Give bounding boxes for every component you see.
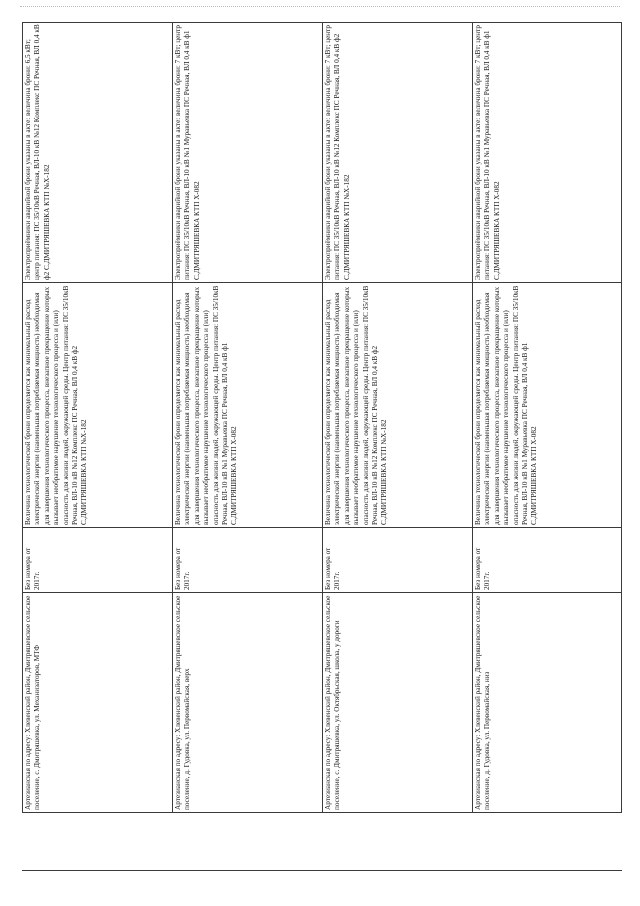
emergency-armor-text: Электроприёмники аварийной брони указаны в акте: величина брони: 7 кВт; центр питания: ПС 35/10кВ Речная, ВЛ-10 кВ №1 Муравьевка ПС Речная, ВЛ 0,4 кВ ф1 С.ДМИТРЯШЕВКА КТП Х-082	[174, 23, 201, 280]
address-cell	[174, 592, 322, 812]
act-number-text: Без номера от 2017г.	[174, 545, 192, 590]
address-cell	[474, 592, 622, 812]
act-number-text: Без номера от 2017г.	[24, 545, 42, 590]
act-number-text: Без номера от 2017г.	[474, 545, 492, 590]
emergency-armor-cell	[474, 22, 622, 282]
emergency-armor-text: Электроприёмники аварийной брони указаны в акте: величина брони: 6,5 кВт; центр питания: ПС 35/10кВ Речная, ВЛ-10 кВ №12 Комплекс ПС Речная, ВЛ 0,4 кВ ф2 С.ДМИТРЯШЕВКА КТП №Х-182	[24, 22, 51, 280]
act-number-cell	[474, 527, 622, 592]
address-cell	[24, 592, 172, 812]
emergency-armor-text: Электроприёмники аварийной брони указаны в акте: величина брони: 7 кВт; центр питания: ПС 35/10кВ Речная, ВЛ-10 кВ №12 Комплекс ПС Речная, ВЛ 0,4 кВ ф2 С.ДМИТРЯШЕВКА КТП №Х-182	[324, 23, 351, 280]
address-text: Артезианская по адресу: Хлевенский район, Дмитряшевское сельское поселение, д. Гудовка, ул. Первомайская, низ	[474, 593, 492, 810]
table-border-bottom	[22, 812, 622, 813]
table-footer-line	[22, 870, 622, 871]
tech-armor-text: Величина технологической брони определяется как минимальный расход электрической энергии (наименьшая потребляемая мощность) необходимая для завершения технологического процесса, внезапное прекращение которых вызывает необратимое нарушение технологического процесса и (или) опасность для жизни людей, окружающей среды. Центр питания: ПС 35/10кВ Речная, ВЛ-10 кВ №12 Комплекс ПС Речная, ВЛ 0,4 кВ ф2 С.ДМИТРЯШЕВКА КТП №Х-182	[24, 283, 89, 525]
scan-top-edge	[20, 6, 620, 9]
act-number-cell	[24, 527, 172, 592]
act-number-text: Без номера от 2017г.	[324, 545, 342, 590]
emergency-armor-cell	[24, 22, 172, 282]
tech-armor-text: Величина технологической брони определяется как минимальный расход электрической энергии (наименьшая потребляемая мощность) необходимая для завершения технологического процесса, внезапное прекращение которых вызывает необратимое нарушение технологического процесса и (или) опасность для жизни людей, окружающей среды. Центр питания: ПС 35/10кВ Речная, ВЛ-10 кВ №1 Муравьевка ПС Речная, ВЛ 0,4 кВ ф1 С.ДМИТРЯШЕВКА КТП Х-082	[174, 283, 239, 525]
emergency-armor-cell	[324, 22, 472, 282]
act-number-cell	[174, 527, 322, 592]
address-text: Артезианская по адресу: Хлевенский район, Дмитряшевское сельское поселение, с. Дмитряшевка, ул. Механизаторов, МТФ	[24, 593, 42, 810]
tech-armor-text: Величина технологической брони определяется как минимальный расход электрической энергии (наименьшая потребляемая мощность) необходимая для завершения технологического процесса, внезапное прекращение которых вызывает необратимое нарушение технологического процесса и (или) опасность для жизни людей, окружающей среды. Центр питания: ПС 35/10кВ Речная, ВЛ-10 кВ №12 Комплекс ПС Речная, ВЛ 0,4 кВ ф2 С.ДМИТРЯШЕВКА КТП №Х-182	[324, 283, 389, 525]
tech-armor-cell	[474, 282, 622, 527]
tech-armor-cell	[24, 282, 172, 527]
emergency-armor-text: Электроприёмники аварийной брони указаны в акте: величина брони: 7 кВт; центр питания: ПС 35/10кВ Речная, ВЛ-10 кВ №1 Муравьевка ПС Речная, ВЛ 0,4 кВ ф1 С.ДМИТРЯШЕВКА КТП Х-082	[474, 23, 501, 280]
tech-armor-cell	[324, 282, 472, 527]
address-cell	[324, 592, 472, 812]
tech-armor-cell	[174, 282, 322, 527]
tech-armor-text: Величина технологической брони определяется как минимальный расход электрической энергии (наименьшая потребляемая мощность) необходимая для завершения технологического процесса, внезапное прекращение которых вызывает необратимое нарушение технологического процесса и (или) опасность для жизни людей, окружающей среды. Центр питания: ПС 35/10кВ Речная, ВЛ-10 кВ №1 Муравьевка ПС Речная, ВЛ 0,4 кВ ф1 С.ДМИТРЯШЕВКА КТП Х-082	[474, 283, 539, 525]
armor-table	[22, 22, 622, 812]
address-text: Артезианская по адресу: Хлевенский район, Дмитряшевское сельское поселение, д. Гудовка, ул. Первомайская, верх	[174, 593, 192, 810]
address-text: Артезианская по адресу: Хлевенский район, Дмитряшевское сельское поселение, с. Дмитряшевка, ул. Октябрьская, школа, у дороги	[324, 593, 342, 810]
emergency-armor-cell	[174, 22, 322, 282]
act-number-cell	[324, 527, 472, 592]
